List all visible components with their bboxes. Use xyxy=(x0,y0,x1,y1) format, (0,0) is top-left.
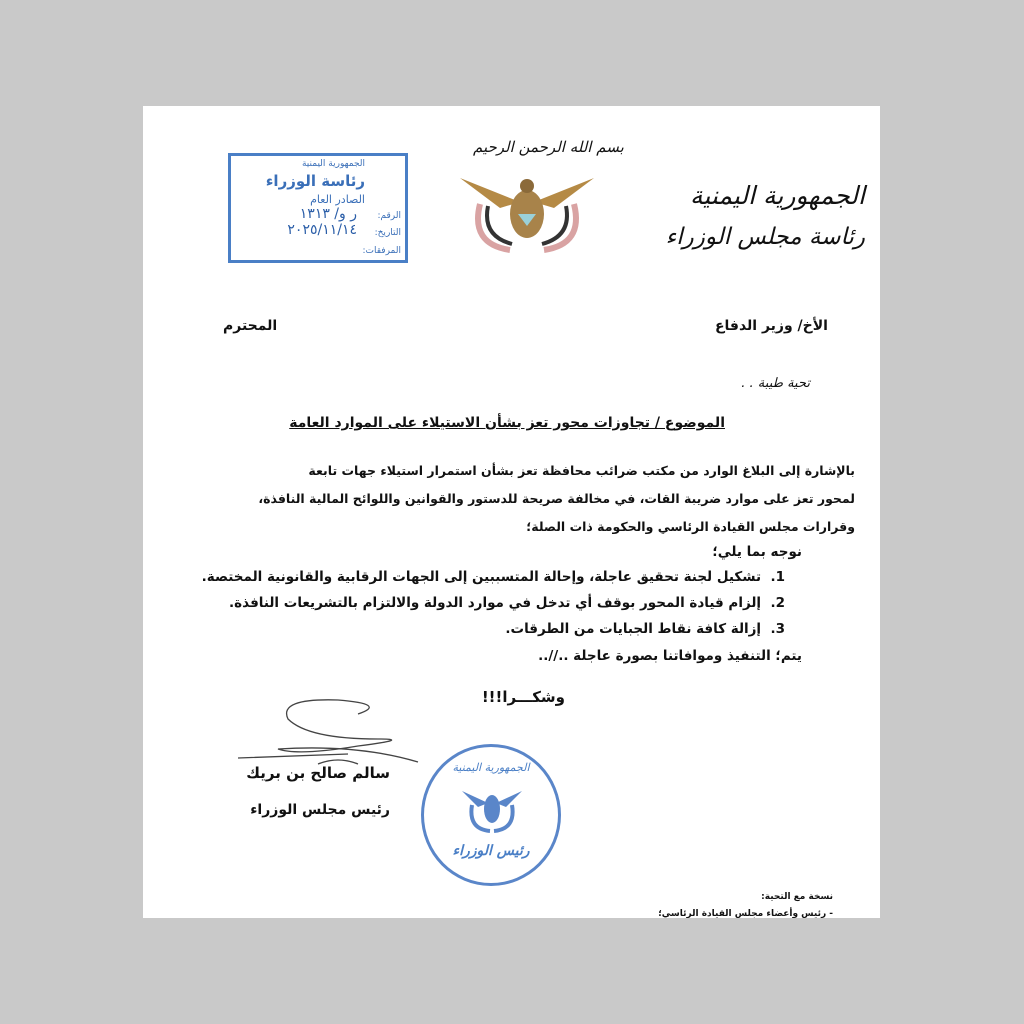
list-item xyxy=(229,595,785,611)
stamp-line1: الجمهورية اليمنية xyxy=(301,159,365,169)
body-line: وقرارات مجلس القيادة الرئاسي والحكومة ذات الصلة؛ xyxy=(526,519,855,534)
signatory-name: سالم صالح بن بريك xyxy=(246,764,390,782)
basmala: بسم الله الرحمن الرحيم xyxy=(473,138,624,156)
directive-intro: نوجه بما يلي؛ xyxy=(712,544,802,560)
item-text: تشكيل لجنة تحقيق عاجلة، وإحالة المتسببين إلى الجهات الرقابية والقانونية المختصة. xyxy=(201,569,762,585)
letter-page xyxy=(143,106,880,918)
stamp-date-value: ٢٠٢٥/١١/١٤ xyxy=(287,222,357,238)
greeting: تحية طيبة . . xyxy=(741,376,810,391)
official-seal xyxy=(421,744,561,886)
seal-bottom-text: رئيس الوزراء xyxy=(452,843,530,859)
copy-line: - رئيس وأعضاء مجلس القيادة الرئاسي؛ xyxy=(658,909,833,918)
body-line: لمحور تعز على موارد ضريبة القات، في مخالفة صريحة للدستور والقوانين واللوائح المالية النافذة، xyxy=(258,491,855,506)
seal-emblem-icon xyxy=(462,785,522,833)
stamp-line2: رئاسة الوزراء xyxy=(265,172,365,190)
closing-instruction: يتم؛ التنفيذ وموافاتنا بصورة عاجلة ..//.. xyxy=(538,648,802,664)
copy-label: نسخة مع التحية: xyxy=(761,892,833,902)
registry-stamp xyxy=(228,153,408,263)
presidency-title: رئاسة مجلس الوزراء xyxy=(665,224,865,250)
seal-top-text: الجمهورية اليمنية xyxy=(452,761,530,774)
list-item xyxy=(202,569,785,585)
body-line: بالإشارة إلى البلاغ الوارد من مكتب ضرائب محافظة تعز بشأن استمرار استيلاء جهات تابعة xyxy=(308,463,855,478)
signatory-title: رئيس مجلس الوزراء xyxy=(250,802,390,818)
yemen-emblem-icon xyxy=(460,174,594,254)
stamp-number-value: ر و/ ١٣١٣ xyxy=(299,206,357,222)
item-text: إزالة كافة نقاط الجبايات من الطرقات. xyxy=(505,621,762,637)
stamp-date-label: التاريخ: xyxy=(374,228,401,238)
subject: الموضوع / تجاوزات محور تعز بشأن الاستيلاء على الموارد العامة xyxy=(289,415,725,431)
stamp-number-label: الرقم: xyxy=(377,211,401,221)
item-number: 1. xyxy=(770,569,785,585)
item-number: 3. xyxy=(770,621,785,637)
list-item xyxy=(505,621,785,637)
thanks: وشكـــرا!!! xyxy=(481,688,565,706)
stamp-attachments-label: المرفقات: xyxy=(362,246,401,256)
republic-title: الجمهورية اليمنية xyxy=(689,181,865,210)
addressee: الأخ/ وزير الدفاع xyxy=(714,318,828,334)
honorific: المحترم xyxy=(223,318,278,334)
stamp-line3: الصادر العام xyxy=(310,193,365,206)
item-number: 2. xyxy=(770,595,785,611)
item-text: إلزام قيادة المحور بوقف أي تدخل في موارد الدولة والالتزام بالتشريعات النافذة. xyxy=(229,595,762,611)
